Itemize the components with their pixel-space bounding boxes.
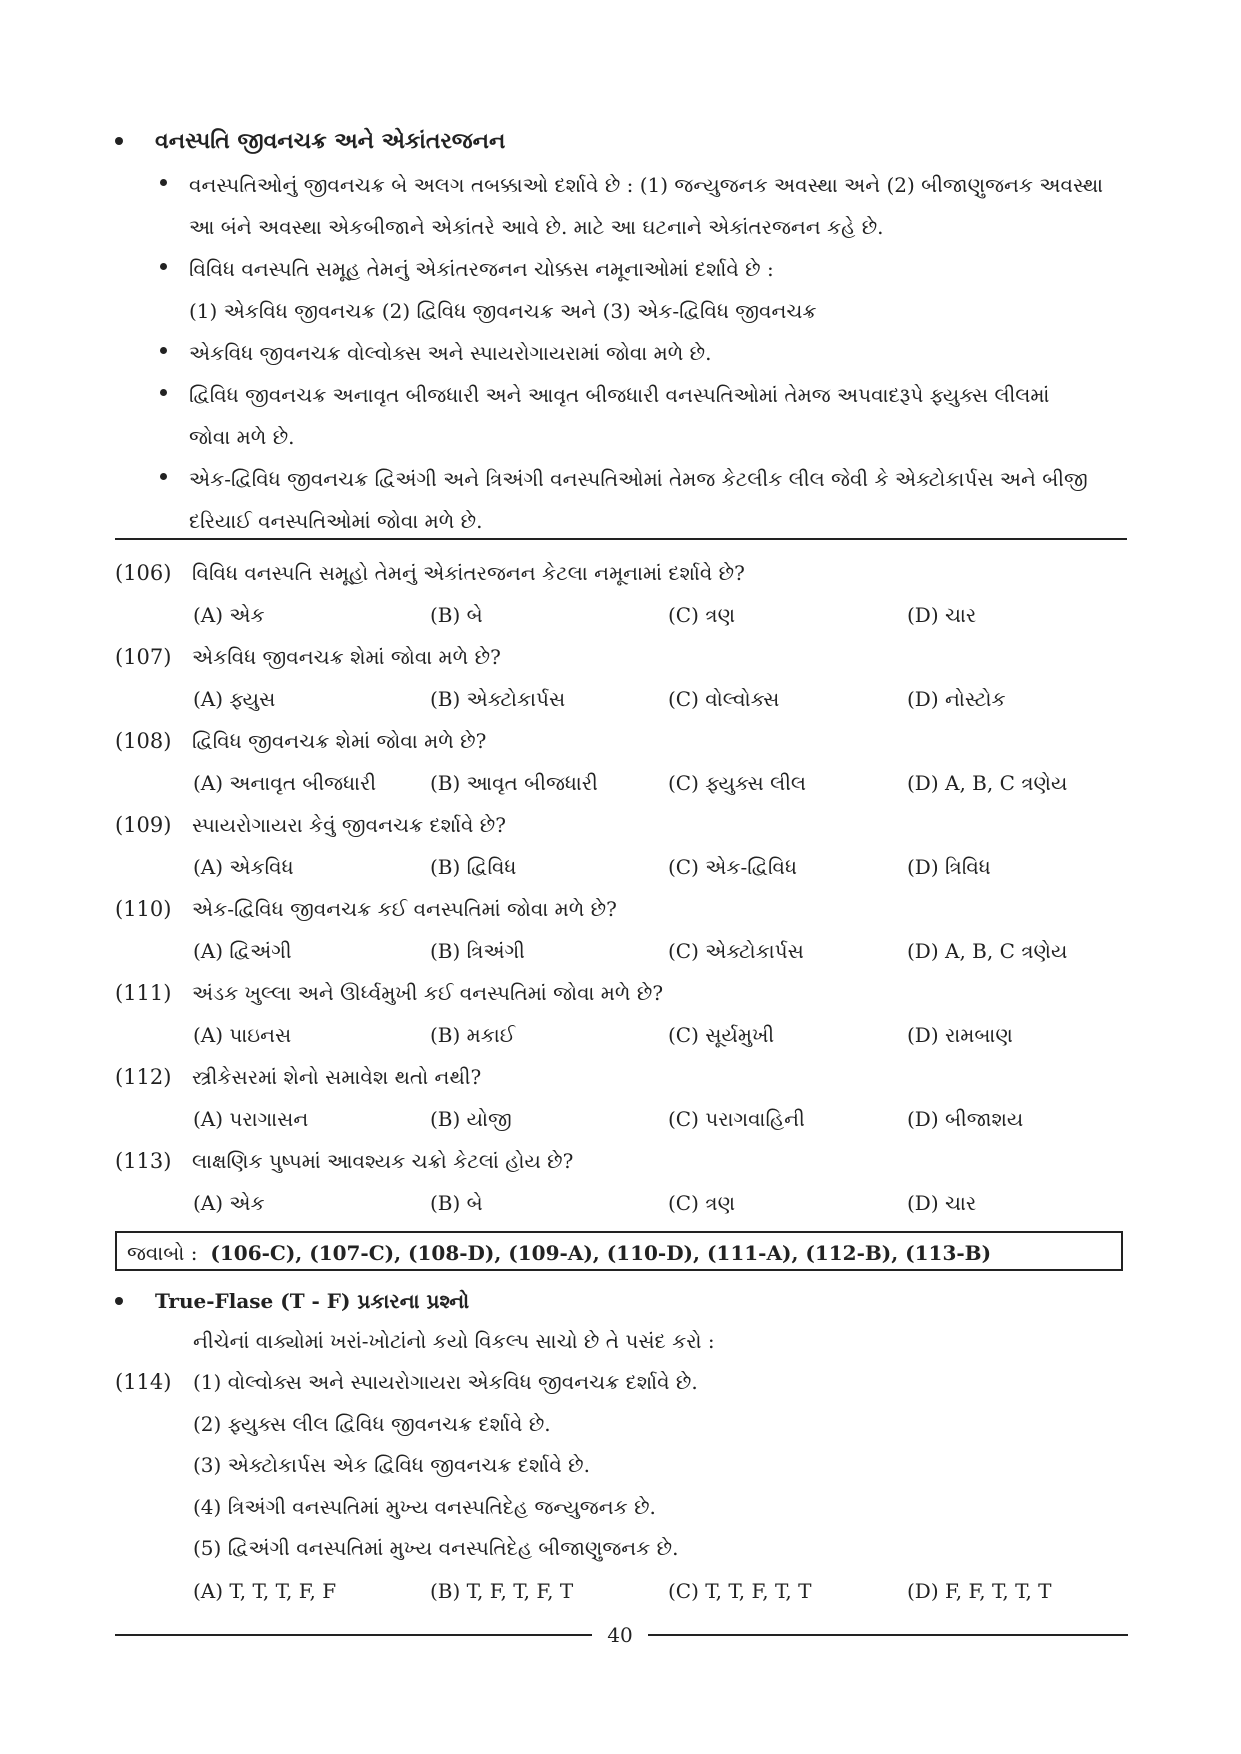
question-text: દ્વિવિધ જીવનચક્ર શેમાં જોવા મળે છે? [192,729,487,753]
bullet-line: જોવા મળે છે. [189,425,295,449]
bullet-line: એક-દ્વિવિધ જીવનચક્ર દ્વિઅંગી અને ત્રિઅંગી વનસ્પતિઓમાં તેમજ કેટલીક લીલ જેવી કે એક્ટોકાર્પસ અને બીજી [189,467,1088,491]
option-c: (C) પરાગવાહિની [668,1107,805,1131]
option-d: (D) A, B, C ત્રણેય [907,939,1068,963]
bullet-list [160,164,1130,542]
question-text: એકવિધ જીવનચક્ર શેમાં જોવા મળે છે? [192,645,501,669]
question-text: અંડક ખુલ્લા અને ઊર્ધ્વમુખી કઈ વનસ્પતિમાં જોવા મળે છે? [192,981,664,1005]
option-c: (C) એક્ટોકાર્પસ [668,939,804,963]
bullet-line: આ બંને અવસ્થા એકબીજાને એકાંતરે આવે છે. માટે આ ઘટનાને એકાંતરજનન કહે છે. [189,215,884,239]
section-title: વનસ્પતિ જીવનચક્ર અને એકાંતરજનન [155,128,506,154]
bullet-icon [115,137,123,145]
question-112 [115,1058,1127,1142]
bullet-icon [160,347,167,354]
bullet-line: (1) એકવિધ જીવનચક્ર (2) દ્વિવિધ જીવનચક્ર અને (3) એક-દ્વિવિધ જીવનચક્ર [189,299,817,323]
question-text: સ્ત્રીકેસરમાં શેનો સમાવેશ થતો નથી? [192,1065,482,1089]
statement: (2) ફ્યુક્સ લીલ દ્વિવિધ જીવનચક્ર દર્શાવે છે. [193,1411,551,1436]
list-item [160,374,1130,458]
question-number: (107) [115,645,172,669]
option-c: (C) ફ્યુક્સ લીલ [668,771,807,795]
question-text: સ્પાયરોગાયરા કેવું જીવનચક્ર દર્શાવે છે? [192,813,506,837]
option-c: (C) ત્રણ [668,603,736,627]
question-number: (112) [115,1065,172,1089]
question-number: (111) [115,981,172,1005]
question-110 [115,890,1127,974]
option-b: (B) આવૃત બીજધારી [430,771,598,795]
option-b: (B) T, F, T, F, T [430,1579,574,1603]
option-a: (A) દ્વિઅંગી [193,939,292,963]
option-d: (D) બીજાશય [907,1107,1024,1131]
option-b: (B) મકાઈ [430,1023,516,1047]
question-107 [115,638,1127,722]
list-item [160,164,1130,248]
question-108 [115,722,1127,806]
question-109 [115,806,1127,890]
option-c: (C) સૂર્યમુખી [668,1023,775,1047]
question-number: (114) [115,1370,172,1394]
option-d: (D) રામબાણ [907,1023,1013,1047]
bullet-line: વનસ્પતિઓનું જીવનચક્ર બે અલગ તબક્કાઓ દર્શાવે છે : (1) જન્યુજનક અવસ્થા અને (2) બીજાણુજનક અવસ્થા [189,173,1104,197]
bullet-line: વિવિધ વનસ્પતિ સમૂહ તેમનું એકાંતરજનન ચોક્કસ નમૂનાઓમાં દર્શાવે છે : [189,257,774,281]
statement: (1) વોલ્વોક્સ અને સ્પાયરોગાયરા એકવિધ જીવનચક્ર દર્શાવે છે. [193,1370,698,1394]
question-111 [115,974,1127,1058]
bullet-icon [160,263,167,270]
statement: (3) એક્ટોકાર્પસ એક દ્વિવિધ જીવનચક્ર દર્શાવે છે. [193,1453,590,1477]
list-item [160,458,1130,542]
option-b: (B) દ્વિવિધ [430,855,517,879]
option-a: (A) ફ્યુસ [193,687,276,711]
bullet-line: દરિયાઈ વનસ્પતિઓમાં જોવા મળે છે. [189,509,483,533]
question-number: (106) [115,561,172,585]
question-106 [115,554,1127,638]
footer-rule-right [648,1634,1128,1636]
statement: (4) ત્રિઅંગી વનસ્પતિમાં મુખ્ય વનસ્પતિદેહ જન્યુજનક છે. [193,1494,656,1519]
statement: (5) દ્વિઅંગી વનસ્પતિમાં મુખ્ય વનસ્પતિદેહ બીજાણુજનક છે. [193,1536,679,1560]
answer-key-box [115,1231,1123,1271]
true-false-heading [115,1281,469,1321]
question-text: લાક્ષણિક પુષ્પમાં આવશ્યક ચક્રો કેટલાં હોય છે? [192,1149,574,1173]
option-a: (A) અનાવૃત બીજધારી [193,771,377,795]
list-item [160,332,1130,374]
footer-rule-left [115,1634,592,1636]
option-c: (C) ત્રણ [668,1191,736,1215]
option-b: (B) બે [430,1191,483,1215]
option-a: (A) પરાગાસન [193,1107,309,1131]
option-b: (B) એક્ટોકાર્પસ [430,687,566,711]
option-a: (A) T, T, T, F, F [193,1579,337,1603]
section-divider [115,538,1127,540]
bullet-icon [160,473,167,480]
true-false-statements [193,1362,698,1570]
question-number: (113) [115,1149,172,1173]
true-false-instructions: નીચેનાં વાક્યોમાં ખરાં-ખોટાંનો કયો વિકલ્પ સાચો છે તે પસંદ કરો : [193,1329,715,1353]
answer-key-label: જવાબો : [127,1241,198,1265]
list-item [160,248,1130,332]
section-heading [115,128,505,154]
bullet-icon [115,1297,123,1305]
option-c: (C) એક-દ્વિવિધ [668,855,798,879]
option-a: (A) એકવિધ [193,855,294,879]
bullet-line: દ્વિવિધ જીવનચક્ર અનાવૃત બીજધારી અને આવૃત બીજધારી વનસ્પતિઓમાં તેમજ અપવાદરૂપે ફ્યુક્સ લીલમાં [189,383,1050,407]
option-c: (C) T, T, F, T, T [668,1579,812,1603]
question-text: વિવિધ વનસ્પતિ સમૂહો તેમનું એકાંતરજનન કેટલા નમૂનામાં દર્શાવે છે? [192,561,745,585]
option-c: (C) વોલ્વોક્સ [668,687,780,711]
true-false-options [115,1571,1127,1611]
option-a: (A) એક [193,603,265,627]
true-false-title: True-Flase (T - F) પ્રકારના પ્રશ્નો [155,1289,470,1313]
question-number: (109) [115,813,172,837]
option-d: (D) ત્રિવિધ [907,855,991,879]
option-b: (B) ત્રિઅંગી [430,939,525,963]
option-d: (D) ચાર [907,1191,977,1215]
option-b: (B) બે [430,603,483,627]
question-text: એક-દ્વિવિધ જીવનચક્ર કઈ વનસ્પતિમાં જોવા મળે છે? [192,897,617,921]
question-number: (110) [115,897,172,921]
option-d: (D) A, B, C ત્રણેય [907,771,1068,795]
option-d: (D) F, F, T, T, T [907,1579,1052,1603]
option-a: (A) એક [193,1191,265,1215]
option-a: (A) પાઇનસ [193,1023,292,1047]
question-113 [115,1142,1127,1226]
bullet-line: એકવિધ જીવનચક્ર વોલ્વોક્સ અને સ્પાયરોગાયરામાં જોવા મળે છે. [189,341,712,365]
option-d: (D) નોસ્ટોક [907,687,1006,711]
page-number: 40 [607,1623,633,1647]
bullet-icon [160,179,167,186]
option-d: (D) ચાર [907,603,977,627]
bullet-icon [160,389,167,396]
option-b: (B) યોજી [430,1107,512,1131]
answer-key-text: (106-C), (107-C), (108-D), (109-A), (110-D), (111-A), (112-B), (113-B) [210,1241,992,1265]
question-number: (108) [115,729,172,753]
